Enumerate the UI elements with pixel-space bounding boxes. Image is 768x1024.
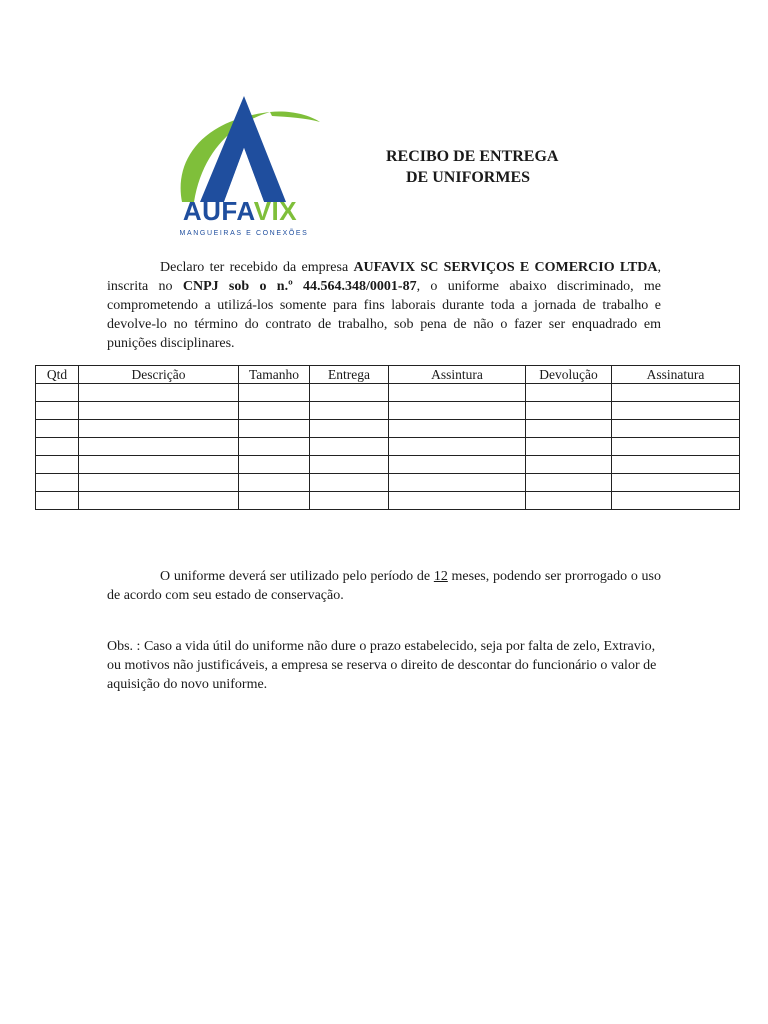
table-cell[interactable] [389, 420, 526, 438]
table-cell[interactable] [79, 402, 239, 420]
obs-text: Obs. : Caso a vida útil do uniforme não dure o prazo estabelecido, seja por falta de zelo, Extravio, ou motivos não justificáveis, a empresa se reserva o direito de descontar do funcionário o valor de aquisição do novo uniforme. [107, 639, 657, 692]
table-cell[interactable] [310, 474, 389, 492]
table-row [36, 456, 740, 474]
table-cell[interactable] [239, 438, 310, 456]
table-cell[interactable] [612, 438, 740, 456]
table-cell[interactable] [612, 456, 740, 474]
table-cell[interactable] [239, 420, 310, 438]
document-title [360, 146, 600, 188]
uniform-table [35, 365, 740, 510]
table-cell[interactable] [389, 474, 526, 492]
table-row [36, 492, 740, 510]
table-cell[interactable] [310, 420, 389, 438]
logo-wordmark: AUFAVIX [182, 196, 298, 226]
table-header-row [36, 366, 740, 384]
table-cell[interactable] [239, 402, 310, 420]
aufavix-logo-icon [160, 92, 320, 202]
table-cell[interactable] [526, 492, 612, 510]
table-cell[interactable] [79, 384, 239, 402]
table-cell[interactable] [526, 456, 612, 474]
col-header-assintura: Assintura [389, 366, 526, 384]
table-cell[interactable] [36, 438, 79, 456]
table-cell[interactable] [310, 402, 389, 420]
table-cell[interactable] [36, 474, 79, 492]
table-cell[interactable] [239, 456, 310, 474]
table-row [36, 402, 740, 420]
col-header-tamanho: Tamanho [239, 366, 310, 384]
table-cell[interactable] [239, 492, 310, 510]
table-cell[interactable] [526, 474, 612, 492]
table-cell[interactable] [310, 492, 389, 510]
table-cell[interactable] [389, 384, 526, 402]
table-cell[interactable] [239, 384, 310, 402]
table-cell[interactable] [612, 402, 740, 420]
table-row [36, 384, 740, 402]
logo-tagline: MANGUEIRAS E CONEXÕES [179, 230, 309, 237]
company-cnpj: CNPJ sob o n.º 44.564.348/0001-87 [182, 279, 417, 294]
table-cell[interactable] [79, 438, 239, 456]
table-cell[interactable] [36, 384, 79, 402]
table-cell[interactable] [36, 402, 79, 420]
company-name: AUFAVIX SC SERVIÇOS E COMERCIO LTDA [353, 260, 658, 275]
col-header-descricao: Descrição [79, 366, 239, 384]
declaration-paragraph: Declaro ter recebido da empresa AUFAVIX SC SERVIÇOS E COMERCIO LTDA, inscrita no CNPJ sob o n.º 44.564.348/0001-87, o uniforme abaixo discriminado, me comprometendo a utilizá-los somente para fins laborais durante toda a jornada de trabalho e devolve-lo no término do contrato de trabalho, sob pena de não o fazer ser enquadrado em punições disciplinares. [107, 260, 661, 351]
col-header-qtd: Qtd [36, 366, 79, 384]
table-row [36, 438, 740, 456]
table-cell[interactable] [239, 474, 310, 492]
table-cell[interactable] [612, 384, 740, 402]
table-cell[interactable] [389, 456, 526, 474]
table-cell[interactable] [79, 420, 239, 438]
table-cell[interactable] [79, 474, 239, 492]
table-cell[interactable] [526, 420, 612, 438]
table-cell[interactable] [526, 438, 612, 456]
table-cell[interactable] [36, 420, 79, 438]
table-cell[interactable] [526, 384, 612, 402]
table-row [36, 420, 740, 438]
table-cell[interactable] [612, 420, 740, 438]
table-cell[interactable] [79, 492, 239, 510]
table-cell[interactable] [36, 492, 79, 510]
company-logo [160, 92, 320, 242]
table-cell[interactable] [612, 474, 740, 492]
table-cell[interactable] [310, 384, 389, 402]
table-cell[interactable] [79, 456, 239, 474]
title-line-1: RECIBO DE ENTREGA [386, 148, 559, 165]
title-line-2: DE UNIFORMES [406, 169, 531, 186]
obs-paragraph [107, 637, 661, 694]
table-cell[interactable] [310, 438, 389, 456]
table-cell[interactable] [36, 456, 79, 474]
table-cell[interactable] [389, 438, 526, 456]
col-header-assinatura: Assinatura [612, 366, 740, 384]
table-row [36, 474, 740, 492]
period-paragraph: O uniforme deverá ser utilizado pelo período de 12 meses, podendo ser prorrogado o uso de acordo com seu estado de conservação. [107, 569, 662, 603]
table-cell[interactable] [389, 402, 526, 420]
col-header-entrega: Entrega [310, 366, 389, 384]
table-cell[interactable] [612, 492, 740, 510]
table-cell[interactable] [526, 402, 612, 420]
period-months: 12 [433, 569, 448, 584]
table-cell[interactable] [310, 456, 389, 474]
col-header-devolucao: Devolução [526, 366, 612, 384]
table-cell[interactable] [389, 492, 526, 510]
